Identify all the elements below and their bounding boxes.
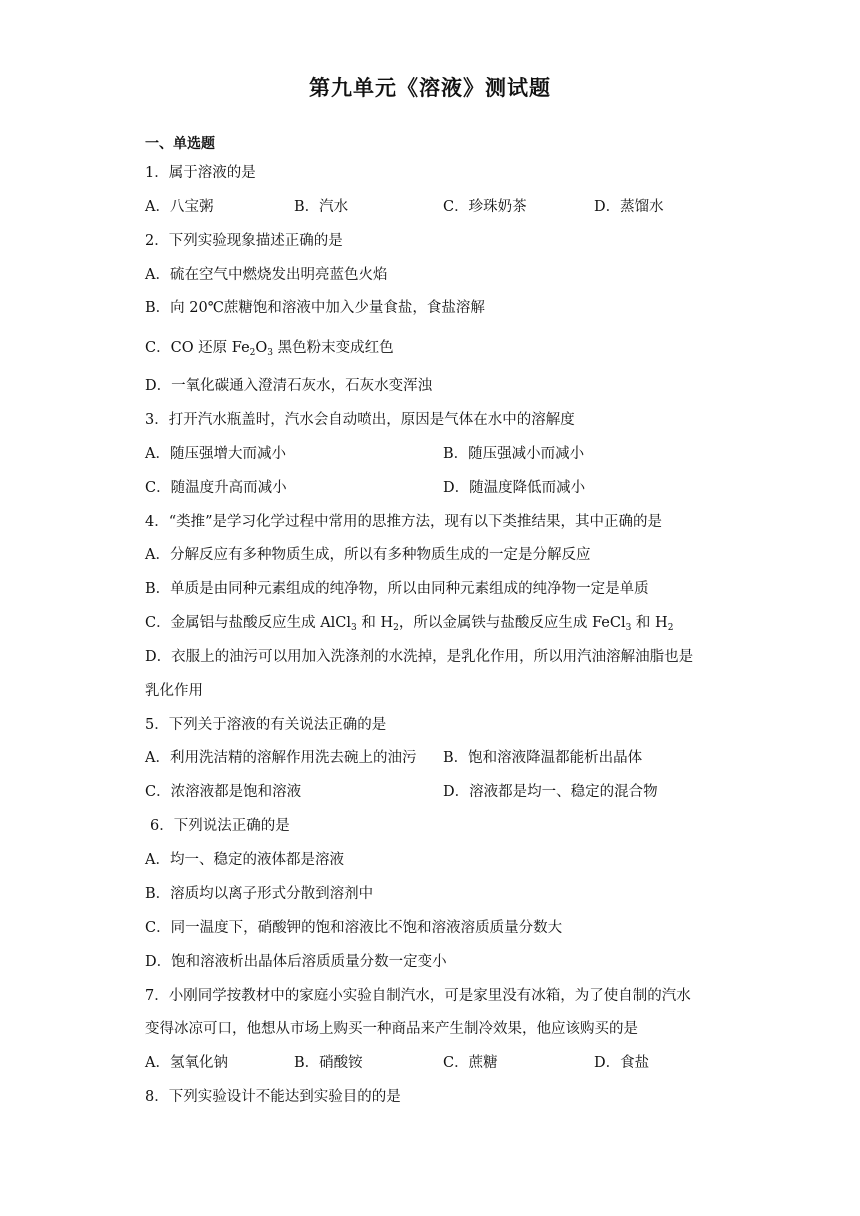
formula-fe: Fe bbox=[231, 340, 250, 356]
q5-option-d: D．溶液都是均一、稳定的混合物 bbox=[443, 784, 658, 800]
q3-option-c: C．随温度升高而减小 bbox=[145, 480, 287, 496]
q4-option-b: B．单质是由同种元素组成的纯净物，所以由同种元素组成的纯净物一定是单质 bbox=[145, 581, 649, 597]
q7-option-d: D．食盐 bbox=[594, 1055, 650, 1071]
q1-option-a: A．八宝粥 bbox=[145, 199, 214, 215]
q7-option-c: C．蔗糖 bbox=[443, 1055, 498, 1071]
q6-option-b: B．溶质均以离子形式分散到溶剂中 bbox=[145, 886, 374, 902]
q3-option-a: A．随压强增大而减小 bbox=[145, 446, 286, 462]
question-5-stem: 5．下列关于溶液的有关说法正确的是 bbox=[145, 717, 387, 733]
formula-sub: 3 bbox=[351, 623, 357, 633]
page-title: 第九单元《溶液》测试题 bbox=[309, 75, 551, 100]
q7-option-b: B．硝酸铵 bbox=[294, 1055, 363, 1071]
q4-option-d-line2: 乳化作用 bbox=[145, 683, 203, 699]
q2-option-d: D．一氧化碳通入澄清石灰水，石灰水变浑浊 bbox=[145, 378, 433, 394]
q4-c-text: C．金属铝与盐酸反应生成 AlCl bbox=[145, 615, 352, 631]
q3-option-b: B．随压强减小而减小 bbox=[443, 446, 585, 462]
q7-option-a: A．氢氧化钠 bbox=[145, 1055, 228, 1071]
question-8-stem: 8．下列实验设计不能达到实验目的的是 bbox=[145, 1089, 401, 1105]
q3-option-d: D．随温度降低而减小 bbox=[443, 480, 586, 496]
q6-option-a: A．均一、稳定的液体都是溶液 bbox=[145, 852, 344, 868]
q6-option-d: D．饱和溶液析出晶体后溶质质量分数一定变小 bbox=[145, 954, 447, 970]
q4-c-text: 和 H bbox=[631, 615, 668, 631]
formula-o: O bbox=[255, 340, 268, 356]
q6-option-c: C．同一温度下，硝酸钾的饱和溶液比不饱和溶液溶质质量分数大 bbox=[145, 920, 563, 936]
question-7-stem-line2: 变得冰凉可口，他想从市场上购买一种商品来产生制冷效果，他应该购买的是 bbox=[145, 1021, 638, 1037]
q2-c-text: 黑色粉末变成红色 bbox=[273, 340, 394, 356]
q4-option-c bbox=[145, 613, 673, 638]
q1-option-b: B．汽水 bbox=[294, 199, 349, 215]
question-2-stem: 2．下列实验现象描述正确的是 bbox=[145, 233, 343, 249]
q2-option-b: B．向 20℃蔗糖饱和溶液中加入少量食盐，食盐溶解 bbox=[145, 300, 485, 316]
q2-c-text: C．CO 还原 bbox=[145, 340, 232, 356]
question-7-stem-line1: 7．小刚同学按教材中的家庭小实验自制汽水，可是家里没有冰箱，为了使自制的汽水 bbox=[145, 988, 691, 1004]
question-1-stem: 1．属于溶液的是 bbox=[145, 165, 256, 181]
q1-option-c: C．珍珠奶茶 bbox=[443, 199, 527, 215]
formula-sub: 2 bbox=[393, 623, 399, 633]
question-6-stem: 6．下列说法正确的是 bbox=[150, 818, 290, 834]
section-heading: 一、单选题 bbox=[145, 136, 215, 152]
q5-option-c: C．浓溶液都是饱和溶液 bbox=[145, 784, 302, 800]
q4-option-d-line1: D．衣服上的油污可以用加入洗涤剂的水洗掉，是乳化作用，所以用汽油溶解油脂也是 bbox=[145, 649, 694, 665]
formula-sub: 2 bbox=[249, 348, 256, 358]
q1-option-d: D．蒸馏水 bbox=[594, 199, 664, 215]
formula-sub: 3 bbox=[267, 348, 274, 358]
formula-sub: 3 bbox=[625, 623, 632, 633]
q5-option-a: A．利用洗洁精的溶解作用洗去碗上的油污 bbox=[145, 750, 417, 766]
question-4-stem: 4．“类推”是学习化学过程中常用的思推方法，现有以下类推结果，其中正确的是 bbox=[145, 514, 663, 530]
q4-c-text: ，所以金属铁与盐酸反应生成 FeCl bbox=[398, 615, 626, 631]
q5-option-b: B．饱和溶液降温都能析出晶体 bbox=[443, 750, 643, 766]
formula-sub: 2 bbox=[667, 623, 674, 633]
q2-option-c bbox=[145, 338, 394, 363]
q4-c-text: 和 H bbox=[356, 615, 394, 631]
question-3-stem: 3．打开汽水瓶盖时，汽水会自动喷出，原因是气体在水中的溶解度 bbox=[145, 412, 575, 428]
q2-option-a: A．硫在空气中燃烧发出明亮蓝色火焰 bbox=[145, 267, 388, 283]
q4-option-a: A．分解反应有多种物质生成，所以有多种物质生成的一定是分解反应 bbox=[145, 547, 591, 563]
